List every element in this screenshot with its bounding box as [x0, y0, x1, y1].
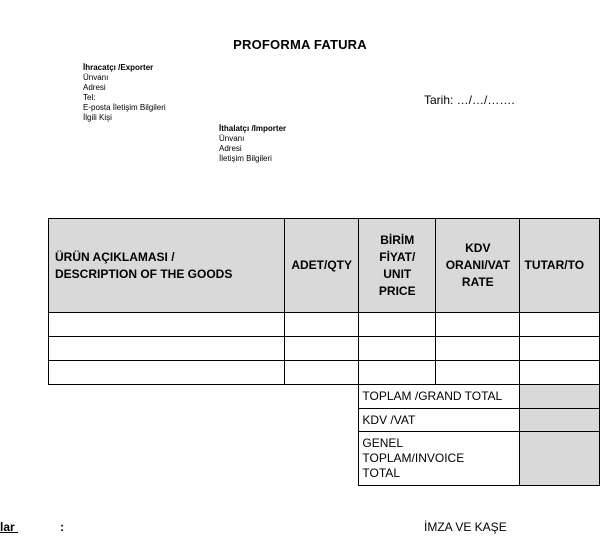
- vat-total-value[interactable]: [520, 408, 600, 431]
- spacer: [49, 385, 359, 409]
- table-row: [49, 337, 600, 361]
- exporter-line-phone: Tel:: [83, 93, 96, 102]
- cell-unit-price[interactable]: [359, 337, 436, 361]
- header-total: [520, 219, 600, 313]
- exporter-line-address: Adresi: [83, 83, 106, 92]
- header-unit-price-text: BİRİM FİYAT/ UNIT PRICE: [378, 232, 416, 298]
- exporter-line-contact: İlgili Kişi: [83, 113, 112, 122]
- exporter-heading: İhracatçı /Exporter: [83, 63, 154, 72]
- importer-heading: İthalatçı /Importer: [219, 124, 287, 133]
- cell-description[interactable]: [49, 361, 285, 385]
- header-description-text: ÜRÜN AÇIKLAMASI / DESCRIPTION OF THE GOODS: [55, 249, 233, 281]
- footer-underline: [15, 520, 57, 534]
- cell-qty[interactable]: [284, 313, 359, 337]
- vat-total-label: KDV /VAT: [359, 408, 520, 431]
- header-vat-rate: [436, 219, 520, 313]
- cell-description[interactable]: [49, 313, 285, 337]
- header-total-text: TUTAR/TO: [524, 258, 585, 272]
- invoice-total-value[interactable]: [520, 431, 600, 485]
- footer-left-label: lar: [0, 520, 15, 534]
- header-unit-price: [359, 219, 436, 313]
- footer-colon: :: [60, 520, 65, 534]
- header-description: [49, 219, 285, 313]
- goods-table: [48, 218, 600, 486]
- cell-total[interactable]: [520, 337, 600, 361]
- invoice-total-label: GENEL TOPLAM/INVOICE TOTAL: [359, 431, 520, 485]
- invoice-total-row: [49, 431, 600, 485]
- header-qty-text: ADET/QTY: [291, 258, 352, 272]
- cell-description[interactable]: [49, 337, 285, 361]
- footer-left: [0, 520, 64, 534]
- spacer: [49, 431, 359, 485]
- header-qty: [284, 219, 359, 313]
- header-row: [49, 219, 600, 313]
- cell-unit-price[interactable]: [359, 361, 436, 385]
- importer-line-title: Ünvanı: [219, 134, 245, 143]
- grand-total-label: TOPLAM /GRAND TOTAL: [359, 385, 520, 409]
- exporter-block: [83, 63, 166, 123]
- spacer: [49, 408, 359, 431]
- cell-total[interactable]: [520, 313, 600, 337]
- importer-line-address: Adresi: [219, 144, 242, 153]
- cell-qty[interactable]: [284, 337, 359, 361]
- table-row: [49, 361, 600, 385]
- importer-line-contact: İletişim Bilgileri: [219, 154, 272, 163]
- document-title: PROFORMA FATURA: [233, 37, 367, 52]
- exporter-line-email: E-posta İletişim Bilgileri: [83, 103, 166, 112]
- header-vat-rate-text: KDV ORANI/VAT RATE: [445, 241, 510, 289]
- table-row: [49, 313, 600, 337]
- cell-vat-rate[interactable]: [436, 337, 520, 361]
- cell-vat-rate[interactable]: [436, 313, 520, 337]
- grand-total-value[interactable]: [520, 385, 600, 409]
- cell-qty[interactable]: [284, 361, 359, 385]
- vat-total-row: [49, 408, 600, 431]
- date-field[interactable]: Tarih: …/…/…….: [424, 93, 515, 107]
- cell-total[interactable]: [520, 361, 600, 385]
- signature-label: İMZA VE KAŞE: [424, 520, 507, 534]
- grand-total-row: [49, 385, 600, 409]
- cell-unit-price[interactable]: [359, 313, 436, 337]
- cell-vat-rate[interactable]: [436, 361, 520, 385]
- importer-block: [219, 124, 286, 164]
- exporter-line-title: Ünvanı: [83, 73, 109, 82]
